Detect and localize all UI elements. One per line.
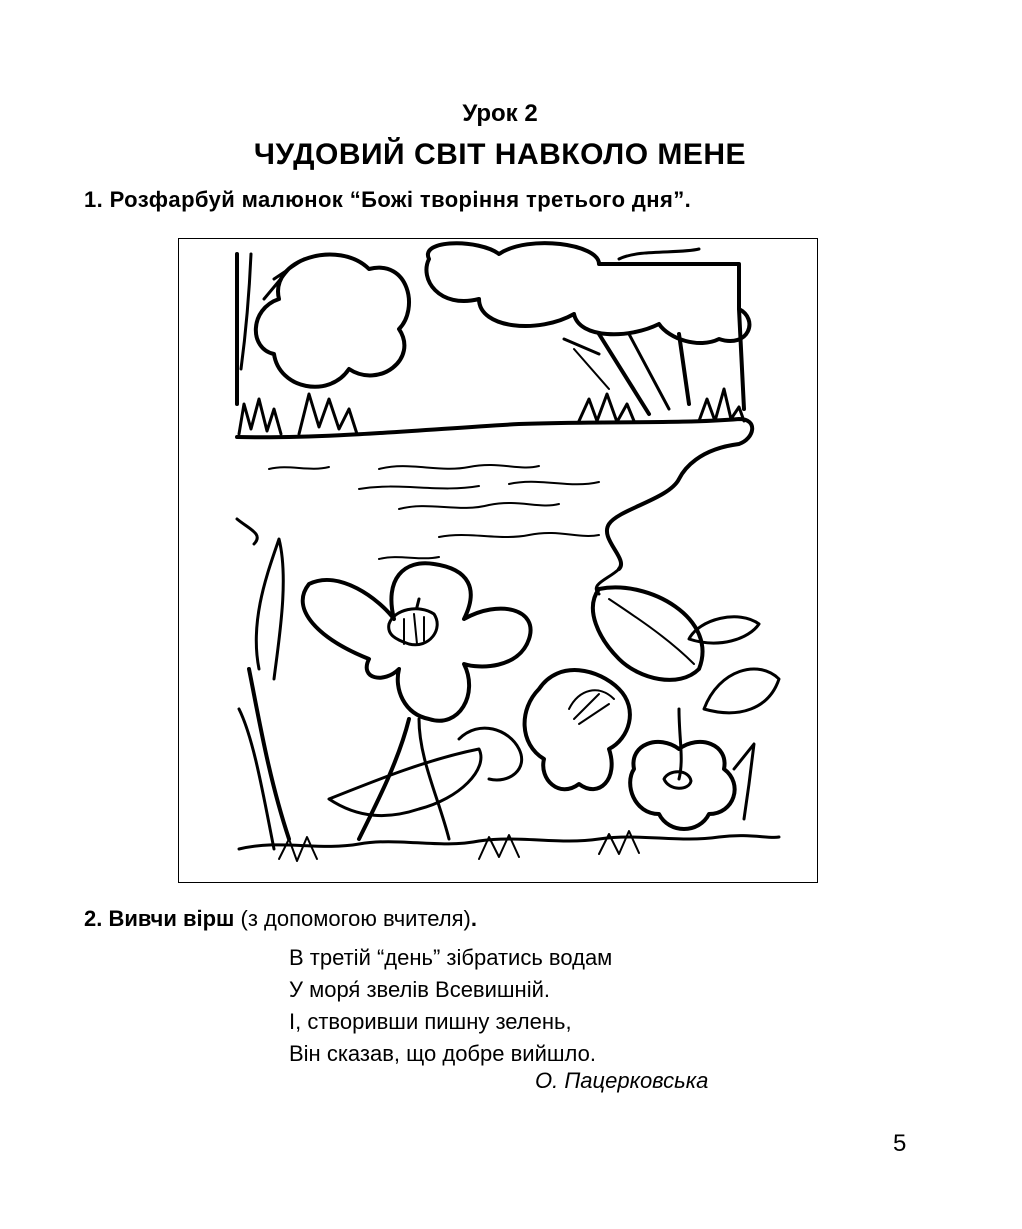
task-2-end: .: [470, 906, 477, 931]
poem: [289, 942, 612, 1070]
poem-author: О. Пацерковська: [535, 1068, 709, 1093]
task-1-instruction: 1. Розфарбуй малюнок “Божі творіння третього дня”.: [84, 187, 692, 212]
page-title: ЧУДОВИЙ СВІТ НАВКОЛО МЕНЕ: [253, 138, 747, 171]
poem-line: Він сказав, що добре вийшло.: [289, 1041, 596, 1066]
task-2-normal: (з допомогою вчителя): [234, 906, 471, 931]
poem-line: У моря́ звелів Всевишній.: [289, 977, 550, 1002]
poem-line: В третій “день” зібратись водам: [289, 945, 613, 970]
coloring-page-icon: [179, 239, 817, 882]
lesson-number: Урок 2: [462, 100, 538, 127]
task-2-bold: 2. Вивчи вірш: [84, 906, 235, 931]
poem-line: І, створивши пишну зелень,: [289, 1009, 572, 1034]
coloring-picture: [178, 238, 818, 883]
page-number: 5: [893, 1130, 907, 1157]
task-2-instruction: [84, 906, 477, 932]
